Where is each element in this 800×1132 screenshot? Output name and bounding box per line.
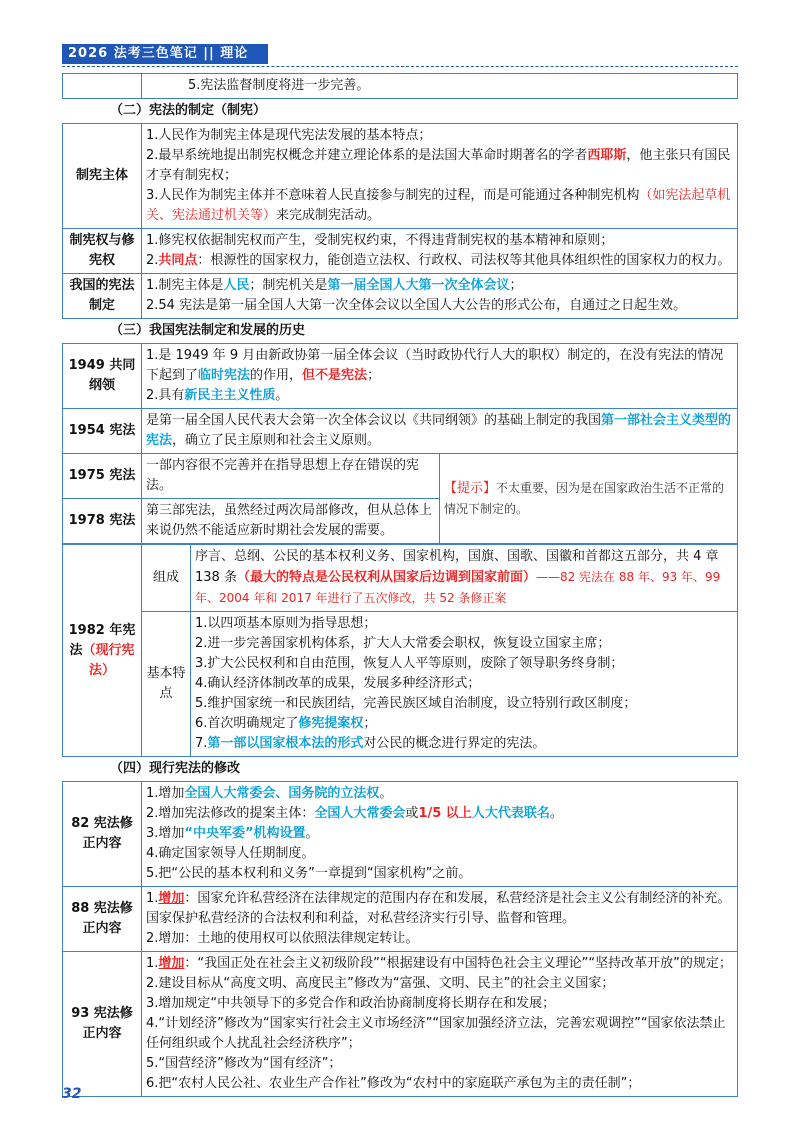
sub-label: 基本特点 [142, 612, 191, 757]
page-header-title: 2026 法考三色笔记 || 理论 [62, 44, 268, 64]
row-label: 88 宪法修正内容 [63, 887, 142, 952]
list-item: 4.确认经济体制改革的成果，发展多种经济形式； [195, 676, 481, 691]
text-span: ，确立了民主原则和社会主义原则。 [172, 433, 381, 448]
list-item: 6.把“农村人民公社、农业生产合作社”修改为“农村中的家庭联产承包为主的责任制”； [146, 1076, 641, 1091]
text-span: 的作用， [250, 368, 303, 383]
text-span: 或 [405, 806, 419, 821]
text-span: 对公民的概念进行界定的宪法。 [363, 736, 546, 751]
key-term: 1/5 以上 [418, 806, 472, 821]
row-content [142, 229, 738, 274]
row-label [63, 545, 142, 757]
text-span: 是第一届全国人民代表大会第一次全体会议以《共同纲领》的基础上制定的我国 [146, 413, 602, 428]
table-row [63, 274, 738, 319]
list-item [146, 186, 733, 226]
key-term: 人大代表联名 [471, 806, 550, 821]
table-row [63, 782, 738, 887]
section-title: （二）宪法的制定（制宪） [110, 103, 267, 118]
list-item: 5.维护国家统一和民族团结，完善民族区域自治制度，设立特别行政区制度； [195, 696, 637, 711]
text-span: 1.增加 [146, 786, 185, 801]
key-term: 西耶斯 [587, 148, 627, 163]
text-span: ； [367, 368, 381, 383]
constitution-1982-table [62, 544, 738, 757]
history-table [62, 343, 738, 544]
row-content: 第三部宪法，虽然经过两次局部修改，但从总体上来说仍然不能适应新时期社会发展的需要。 [142, 499, 440, 544]
tip-note [440, 454, 738, 544]
text-span: 。 [305, 826, 319, 841]
top-table [62, 73, 738, 99]
label-text: 1982 年宪法 [68, 622, 136, 658]
list-item [195, 714, 733, 734]
text-span: 序言、总纲、公民的基本权利义务、国家机构，国旗、国歌、国徽和首都这五部分，共 4 章 138 条 [195, 549, 719, 585]
list-item: 3.增加规定“中共领导下的多党合作和政治协商制度将长期存在和发展； [146, 996, 556, 1011]
table-row [63, 409, 738, 454]
row-content [142, 887, 738, 952]
key-term: 第一部以国家根本法的形式 [207, 736, 364, 751]
row-content [191, 545, 738, 612]
list-item: 4.确定国家领导人任期制度。 [146, 846, 315, 861]
key-term: 共同点 [158, 253, 198, 268]
key-term: 第一部社会主义类型的宪法 [146, 413, 732, 448]
row-label: 制宪权与修宪权 [63, 229, 142, 274]
list-item: 1.修宪权依据制宪权而产生，受制宪权约束，不得违背制宪权的基本精神和原则； [146, 233, 614, 248]
row-content [142, 344, 738, 409]
text-span: 1. [146, 891, 159, 906]
row-label: 1978 宪法 [63, 499, 142, 544]
text-span: ：“我国正处在社会主义初级阶段”“根据建设有中国特色社会主义理论”“坚持改革开放”的规定； [184, 956, 732, 971]
text-span: 2. [146, 253, 159, 268]
text-span: 3.增加 [146, 826, 185, 841]
text-span: ； [509, 278, 523, 293]
row-content: 一部内容很不完善并在指导思想上存在错误的宪法。 [142, 454, 440, 499]
text-span: 6.首次明确规定了 [195, 716, 299, 731]
text-span: ：国家允许私营经济在法律规定的范围内存在和发展，私营经济是社会主义公有制经济的补充。国家保护私营经济的合法权利和利益，对私营经济实行引导、监督和管理。 [146, 891, 731, 926]
list-item: 2.进一步完善国家机构体系，扩大人大常委会职权，恢复设立国家主席； [195, 636, 611, 651]
table-row [63, 124, 738, 229]
table-row [63, 612, 738, 757]
table-row [63, 887, 738, 952]
table-row [63, 545, 738, 612]
list-item [146, 251, 733, 271]
text-span: 7. [195, 736, 208, 751]
tip-head: 【提示】 [444, 480, 497, 496]
text-span: ：根源性的国家权力，能创造立法权、行政权、司法权等其他具体组织性的国家权力的权力。 [197, 253, 731, 268]
row-content [142, 952, 738, 1097]
key-term: 但不是宪法 [302, 368, 368, 383]
row-label: 我国的宪法制定 [63, 274, 142, 319]
text-span: 2.最早系统地提出制宪权概念并建立理论体系的是法国大革命时期著名的学者 [146, 148, 588, 163]
list-item [146, 276, 733, 296]
text-span: 来完成制宪活动。 [276, 208, 381, 223]
list-item [146, 824, 733, 844]
section-title: （四）现行宪法的修改 [110, 761, 241, 776]
list-item [146, 386, 733, 406]
row-label: 制宪主体 [63, 124, 142, 229]
list-item [146, 804, 733, 824]
key-term: 全国人大常委会 [314, 806, 406, 821]
list-item: 2.54 宪法是第一届全国人大第一次全体会议以全国人大公告的形式公布，自通过之日起生效。 [146, 298, 687, 313]
list-item: 3.扩大公民权利和自由范围，恢复人人平等原则，废除了领导职务终身制； [195, 656, 624, 671]
document-body [62, 73, 738, 1097]
text-span: 2.增加宪法修改的提案主体： [146, 806, 315, 821]
list-item: 5.把“公民的基本权利和义务”一章提到“国家机构”之前。 [146, 866, 472, 881]
row-label: 82 宪法修正内容 [63, 782, 142, 887]
text-span: 。 [379, 786, 393, 801]
list-item [195, 734, 733, 754]
text-span: 。 [549, 806, 563, 821]
sub-label: 组成 [142, 545, 191, 612]
key-term: （最大的特点是公民权利从国家后边调到国家前面） [236, 570, 536, 585]
amendment-table [62, 781, 738, 1097]
key-term: “中央军委” [184, 826, 254, 841]
row-content [142, 274, 738, 319]
top-row-text: 5.宪法监督制度将进一步完善。 [142, 74, 738, 99]
row-label: 1975 宪法 [63, 454, 142, 499]
text-span: ，他主张只有国民才享有制宪权； [146, 148, 731, 183]
key-term: 临时宪法 [198, 368, 251, 383]
list-item [146, 889, 733, 929]
text-span: ；制宪机关是 [249, 278, 328, 293]
table-row [63, 454, 738, 499]
key-term: 增加 [158, 891, 185, 906]
text-span: ； [363, 716, 377, 731]
list-item: 5.“国营经济”修改为“国有经济”； [146, 1056, 342, 1071]
header-divider [62, 66, 738, 67]
list-item [146, 146, 733, 186]
text-span: 。 [275, 388, 289, 403]
list-item: 1.以四项基本原则为指导思想； [195, 616, 377, 631]
key-term: 人民 [223, 278, 250, 293]
row-content [191, 612, 738, 757]
row-label: 1954 宪法 [63, 409, 142, 454]
row-label: 93 宪法修正内容 [63, 952, 142, 1097]
constitution-making-table [62, 123, 738, 319]
key-term: 增加 [158, 956, 185, 971]
row-content [142, 782, 738, 887]
table-row [63, 229, 738, 274]
row-content [142, 409, 738, 454]
handwritten-note: ——82 宪法在 88 年、93 年、99 年、2004 年和 2017 年进行了五次修改，共 52 条修正案 [195, 570, 721, 605]
list-item [146, 346, 733, 386]
row-label: 1949 共同纲领 [63, 344, 142, 409]
table-row [63, 74, 738, 99]
text-span: 1.制宪主体是 [146, 278, 224, 293]
key-term: 新民主主义性质 [184, 388, 276, 403]
text-span: 2.具有 [146, 388, 185, 403]
table-row [63, 952, 738, 1097]
key-term: 第一届全国人大第一次全体会议 [327, 278, 510, 293]
text-span: 3.人民作为制宪主体并不意味着人民直接参与制宪的过程，而是可能通过各种制宪机构 [146, 188, 640, 203]
key-term: 修宪提案权 [298, 716, 364, 731]
label-note: （现行宪法） [82, 642, 135, 678]
text-span: 1. [146, 956, 159, 971]
note-text: （如宪法起草机关、宪法通过机关等） [146, 188, 731, 223]
key-term: 机构设置 [253, 826, 306, 841]
list-item: 4.“计划经济”修改为“国家实行社会主义市场经济”“国家加强经济立法，完善宏观调控”“国家依法禁止任何组织或个人扰乱社会经济秩序”； [146, 1016, 726, 1051]
section-title: （三）我国宪法制定和发展的历史 [110, 323, 306, 338]
empty-label-cell [63, 74, 142, 99]
tip-body: 不太重要，因为是在国家政治生活不正常的情况下制定的。 [444, 480, 725, 516]
list-item [146, 954, 733, 974]
key-term: 全国人大常委会、国务院的立法权 [184, 786, 380, 801]
page-number: 32 [62, 1086, 82, 1102]
list-item [146, 784, 733, 804]
table-row [63, 344, 738, 409]
list-item: 2.建设目标从“高度文明、高度民主”修改为“富强、文明、民主”的社会主义国家； [146, 976, 615, 991]
text-span: 1.是 1949 年 9 月由新政协第一届全体会议（当时政协代行人大的职权）制定的，在没有宪法的情况下起到了 [146, 348, 724, 383]
row-content [142, 124, 738, 229]
list-item: 2.增加：土地的使用权可以依照法律规定转让。 [146, 931, 419, 946]
list-item: 1.人民作为制宪主体是现代宪法发展的基本特点； [146, 128, 432, 143]
